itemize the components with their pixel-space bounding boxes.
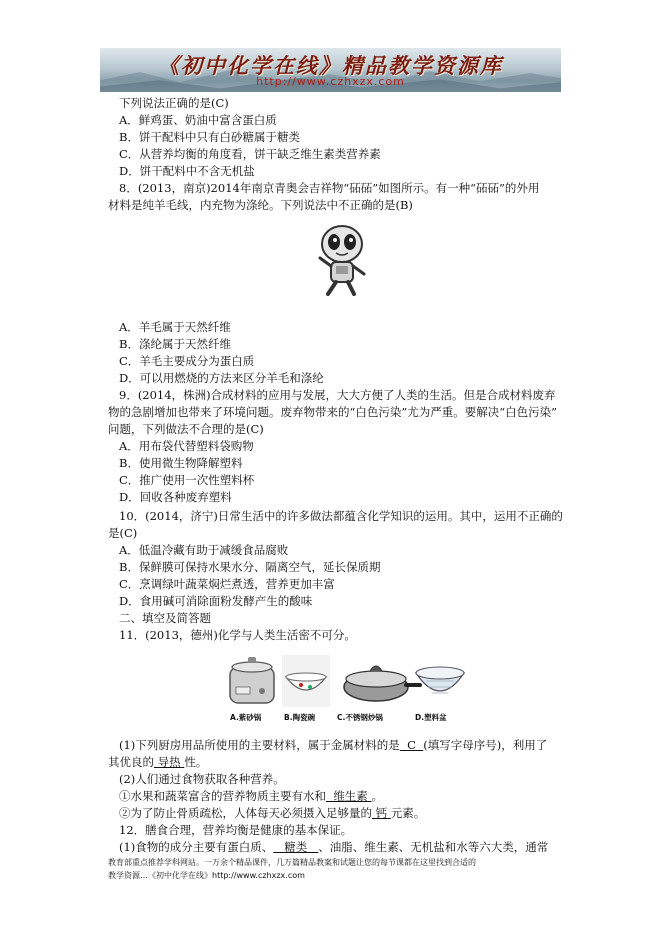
q8-option-c: C．羊毛主要成分为蛋白质 xyxy=(119,354,255,368)
caption-b: B.陶瓷碗 xyxy=(284,713,316,722)
q11-part2b xyxy=(119,805,425,821)
footer-line2[interactable]: 教学资源…《初中化学在线》http://www.czhxzx.com xyxy=(108,871,305,880)
q11-part1-continued xyxy=(108,754,207,770)
q12-stem: 12．膳食合理，营养均衡是健康的基本保证。 xyxy=(119,823,353,837)
q7-option-c: C．从营养均衡的角度看，饼干缺乏维生素类营养素 xyxy=(119,147,381,161)
kitchen-items-figure xyxy=(226,651,466,711)
q7-stem: 下列说法正确的是(C) xyxy=(119,96,229,110)
q9-stem-line3: 问题，下列做法不合理的是(C) xyxy=(108,422,264,436)
caption-c: C.不锈钢炒锅 xyxy=(337,713,383,722)
q9-option-a: A．用布袋代替塑料袋购物 xyxy=(119,439,254,453)
stainless-wok-icon xyxy=(344,666,422,701)
q10-option-b: B．保鲜膜可保持水果水分、隔离空气，延长保质期 xyxy=(119,560,381,574)
q8-stem-line1: 8．(2013，南京)2014年南京青奥会吉祥物“砳砳”如图所示。有一种“砳砳”的外用 xyxy=(119,181,540,195)
q12-part1-answer: 糖类 xyxy=(284,840,308,854)
q12-part1 xyxy=(119,839,548,855)
q8-option-a: A．羊毛属于天然纤维 xyxy=(119,320,231,334)
caption-a: A.紫砂锅 xyxy=(230,713,262,722)
q8-option-b: B．涤纶属于天然纤维 xyxy=(119,337,231,351)
q11-part1-prefix: (1)下列厨房用品所使用的主要材料，属于金属材料的是 xyxy=(119,738,400,752)
q11-part1b-prefix: 其优良的 xyxy=(108,755,154,769)
q8-option-d: D．可以用燃烧的方法来区分羊毛和涤纶 xyxy=(119,371,324,385)
q10-stem-line2: 是(C) xyxy=(108,526,138,540)
q11-part1b-answer: 导热 xyxy=(157,755,181,769)
footer-line1: 教育部重点推荐学科网站。一万余个精品课件，几万篇精品教案和试题让您的每节课都在这里找到合适的 xyxy=(108,858,476,867)
q9-option-c: C．推广使用一次性塑料杯 xyxy=(119,473,255,487)
q12-part1-suffix: 、油脂、维生素、无机盐和水等六大类，通常 xyxy=(318,840,549,854)
q11-part1-answer: C xyxy=(407,738,416,752)
q11-part2a xyxy=(119,788,383,804)
q11-part1 xyxy=(119,737,547,753)
q11-part2b-suffix: 元素。 xyxy=(390,806,426,820)
q11-part2b-prefix: ②为了防止骨质疏松，人体每天必须摄入足够量的 xyxy=(119,806,372,820)
q11-part2: (2)人们通过食物获取各种营养。 xyxy=(119,772,285,786)
caption-d: D.塑料盆 xyxy=(415,713,447,722)
plastic-basin-icon xyxy=(416,667,464,693)
q8-stem-line2: 材料是纯羊毛线，内充物为涤纶。下列说法中不正确的是(B) xyxy=(108,198,413,212)
q10-option-d: D．食用碱可消除面粉发酵产生的酸味 xyxy=(119,594,313,608)
q10-option-a: A．低温冷藏有助于减缓食品腐败 xyxy=(119,543,289,557)
q12-part1-prefix: (1)食物的成分主要有蛋白质、 xyxy=(119,840,274,854)
q11-part2a-prefix: ①水果和蔬菜富含的营养物质主要有水和 xyxy=(119,789,326,803)
section-heading: 二、填空及简答题 xyxy=(119,611,211,625)
q9-option-d: D．回收各种废弃塑料 xyxy=(119,490,232,504)
q7-option-d: D．饼干配料中不含无机盐 xyxy=(119,164,255,178)
mascot-image xyxy=(314,222,370,296)
banner-title: 《初中化学在线》精品教学资源库 xyxy=(158,54,503,78)
q9-stem-line2: 物的急剧增加也带来了环境问题。废弃物带来的“白色污染”尤为严重。要解决“白色污染” xyxy=(108,405,558,419)
q11-part2a-answer: 维生素 xyxy=(333,789,368,803)
q10-option-c: C．烹调绿叶蔬菜焖烂煮透，营养更加丰富 xyxy=(119,577,335,591)
clay-pot-icon xyxy=(230,657,274,703)
q9-option-b: B．使用微生物降解塑料 xyxy=(119,456,243,470)
q11-stem: 11．(2013，德州)化学与人类生活密不可分。 xyxy=(119,628,356,642)
q11-part2b-answer: 钙 xyxy=(375,806,388,820)
q10-stem-line1: 10．(2014，济宁)日常生活中的许多做法都蕴含化学知识的运用。其中，运用不正确的 xyxy=(119,509,563,523)
porcelain-bowl-icon xyxy=(282,655,330,707)
banner-url[interactable]: http://www.czhxzx.com xyxy=(256,75,405,88)
q7-option-b: B．饼干配料中只有白砂糖属于糖类 xyxy=(119,130,300,144)
q11-part1-suffix: (填写字母序号)，利用了 xyxy=(423,738,548,752)
q11-part1b-suffix: 性。 xyxy=(184,755,208,769)
q7-option-a: A．鲜鸡蛋、奶油中富含蛋白质 xyxy=(119,113,277,127)
header-banner xyxy=(100,48,561,92)
q11-part2a-suffix: 。 xyxy=(371,789,383,803)
q9-stem-line1: 9．(2014，株洲)合成材料的应用与发展，大大方便了人类的生活。但是合成材料废弃 xyxy=(119,388,556,402)
